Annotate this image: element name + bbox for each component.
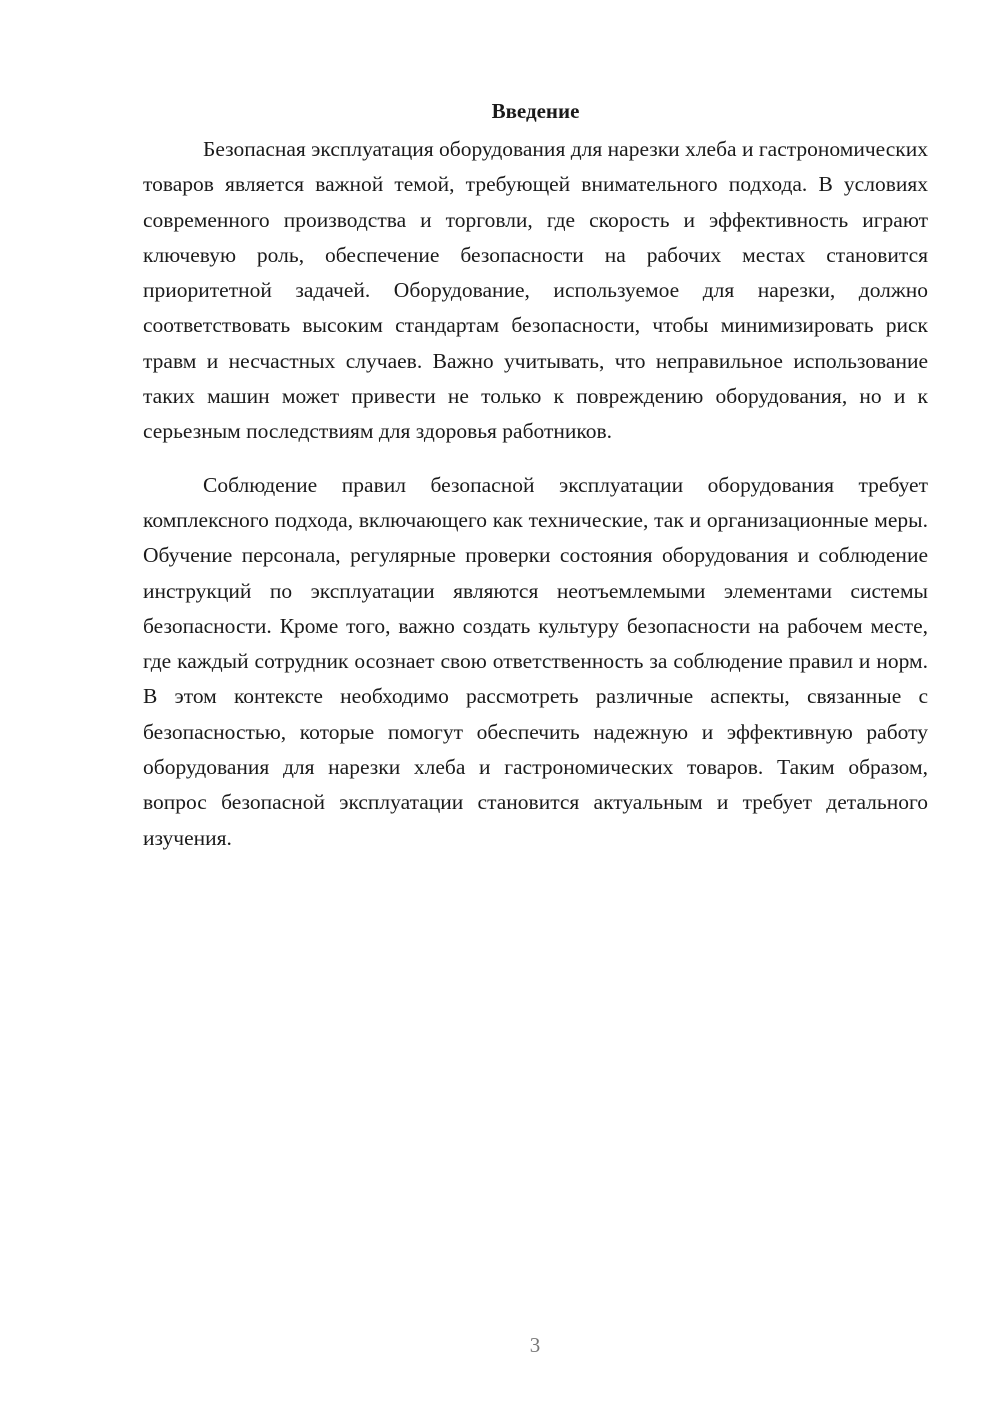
paragraph-1: Безопасная эксплуатация оборудования для нарезки хлеба и гастрономических товаров является важной темой, требующей внимательного подхода. В условиях современного производства и торговли, где скорость и эффективность играют ключевую роль, обеспечение безопасности на рабочих местах становится приоритетной задачей. Оборудование, используемое для нарезки, должно соответствовать высоким стандартам безопасности, чтобы минимизировать риск травм и несчастных случаев. Важно учитывать, что неправильное использование таких машин может привести не только к повреждению оборудования, но и к серьезным последствиям для здоровья работников. bbox=[143, 137, 928, 444]
page-number: 3 bbox=[529, 1333, 541, 1357]
paragraph-2: Соблюдение правил безопасной эксплуатации оборудования требует комплексного подхода, включающего как технические, так и организационные меры. Обучение персонала, регулярные проверки состояния оборудования и соблюдение инструкций по эксплуатации являются неотъемлемыми элементами системы безопасности. Кроме того, важно создать культуру безопасности на рабочем месте, где каждый сотрудник осознает свою ответственность за соблюдение правил и норм. В этом контексте необходимо рассмотреть различные аспекты, связанные с безопасностью, которые помогут обеспечить надежную и эффективную работу оборудования для нарезки хлеба и гастрономических товаров. Таким образом, вопрос безопасной эксплуатации становится актуальным и требует детального изучения. bbox=[143, 472, 928, 850]
section-heading: Введение bbox=[491, 99, 580, 123]
page-body bbox=[143, 96, 928, 856]
